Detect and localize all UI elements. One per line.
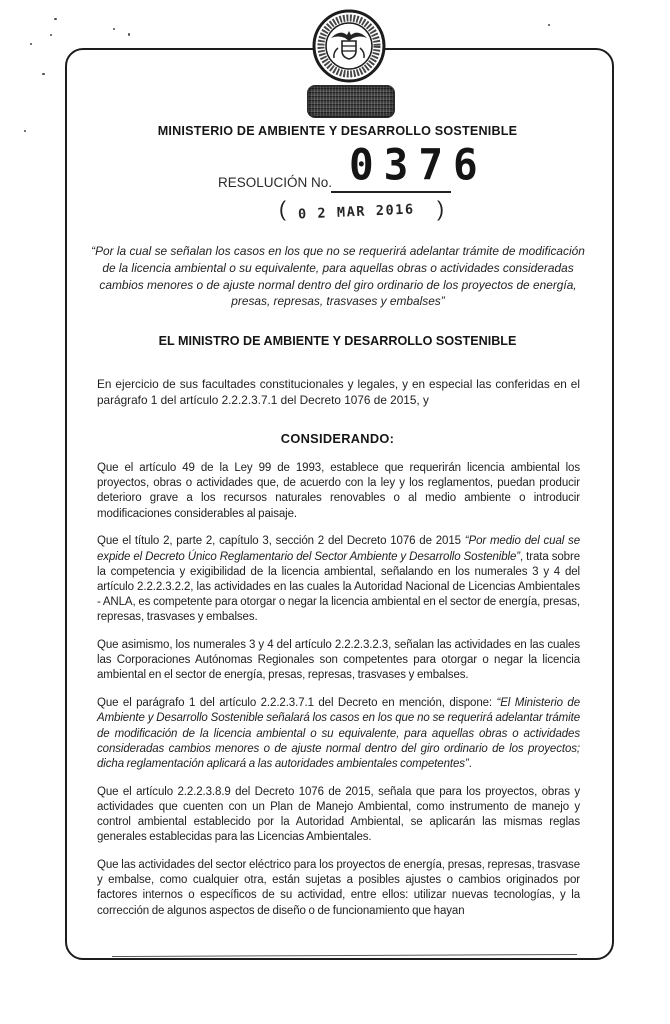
issuer-heading: EL MINISTRO DE AMBIENTE Y DESARROLLO SOSTENIBLE [158,334,517,348]
recital-text: Que las actividades del sector eléctrico para los proyectos de energía, presas, represas, trasvase y embalse, como cualquier otra, están sujetas a posibles ajustes o cambios originados por factores internos o específicos de su actividad, entre ellos: utilizar nuevas tecnologías, y la corrección de algunos aspectos de diseño o de funcionamiento que hayan [97,858,580,917]
recital-quoted-text: “El Ministerio de Ambiente y Desarrollo Sostenible señalará los casos en los que no se requerirá adelantar trámite de modificación de la licencia ambiental o su equivalente, para aquellas obras o actividades consideradas cambios menores o de ajuste normal dentro del giro ordinario de los proyectos; dicha reglamentación aplicará a las autoridades ambientales competentes” [97,697,580,770]
scan-speckle [113,28,115,30]
date-paren-close: ) [437,198,444,221]
recital-paragraph [97,785,580,846]
recital-text: , trata sobre la competencia y exigibilidad de la licencia ambiental, señalando en los numerales 3 y 4 del artículo 2.2.2.3.2.2, las actividades en las cuales la Autoridad Nacional de Licencias Ambientales - ANLA, es competente para otorgar o negar la licencia ambiental en el sector de energía, presas, represas, trasvases y embalses. [97,550,581,624]
recital-paragraph [97,534,580,625]
recitals [97,461,580,931]
resolution-number-stamp: 0376 [349,140,488,190]
scan-speckle [42,73,45,75]
recital-text: Que el artículo 49 de la Ley 99 de 1993, establece que requerirán licencia ambiental los proyectos, obras o actividades que, de acuerdo con la ley y los reglamentos, puedan producir deterioro grave a los recursos naturales renovables o al medio ambiente o introducir modificaciones considerables al paisaje. [97,462,580,520]
scan-speckle [548,24,550,26]
resolution-label: RESOLUCIÓN No. [218,175,333,190]
scan-speckle [24,130,26,132]
date-paren-open: ( [279,198,286,221]
colombia-coat-of-arms-seal [311,7,387,85]
ministry-title: MINISTERIO DE AMBIENTE Y DESARROLLO SOSTENIBLE [157,124,518,138]
date-stamp: 0 2 MAR 2016 [297,201,416,223]
recital-text: Que el parágrafo 1 del artículo 2.2.2.3.7.1 del Decreto en mención, dispone: [97,697,497,710]
scan-speckle [128,33,130,36]
ministry-ink-stamp [308,86,394,117]
recital-paragraph [97,858,580,919]
considering-heading: CONSIDERANDO: [280,431,395,446]
scan-speckle [50,34,52,36]
resolution-underline [331,191,451,193]
recital-paragraph [97,461,580,522]
recital-text: Que el artículo 2.2.2.3.8.9 del Decreto 1076 de 2015, señala que para los proyectos, obras y actividades que cuenten con un Plan de Manejo Ambiental, como instrumento de manejo y control ambiental establecido por la Autoridad Ambiental, se aplicarán las mismas reglas generales establecidas para las Licencias Ambientales. [97,785,580,844]
recital-paragraph [97,638,580,684]
recital-text: . [468,757,472,770]
recital-paragraph [97,696,580,772]
scan-speckle [30,43,32,45]
recital-quoted-text: “Por medio del cual se expide el Decreto Único Reglamentario del Sector Ambiente y Desarrollo Sostenible” [97,535,580,563]
subject-quote: “Por la cual se señalan los casos en los que no se requerirá adelantar trámite de modificación de la licencia ambiental o su equivalente, para aquellas obras o actividades consideradas cambios menores o de ajuste normal dentro del giro ordinario de los proyectos de energía, presas, represas, trasvases y embalses” [91,244,585,309]
recital-text: Que el título 2, parte 2, capítulo 3, sección 2 del Decreto 1076 de 2015 [97,535,465,548]
preamble-text: En ejercicio de sus facultades constitucionales y legales, y en especial las conferidas en el parágrafo 1 del artículo 2.2.2.3.7.1 del Decreto 1076 de 2015, y [97,377,580,407]
recital-text: Que asimismo, los numerales 3 y 4 del artículo 2.2.2.3.2.3, señalan las actividades en las cuales las Corporaciones Autónomas Regionales son competentes para otorgar o negar la licencia ambiental en el sector de energía, presas, represas, trasvases y embalses. [97,639,580,682]
scan-speckle [54,18,57,20]
